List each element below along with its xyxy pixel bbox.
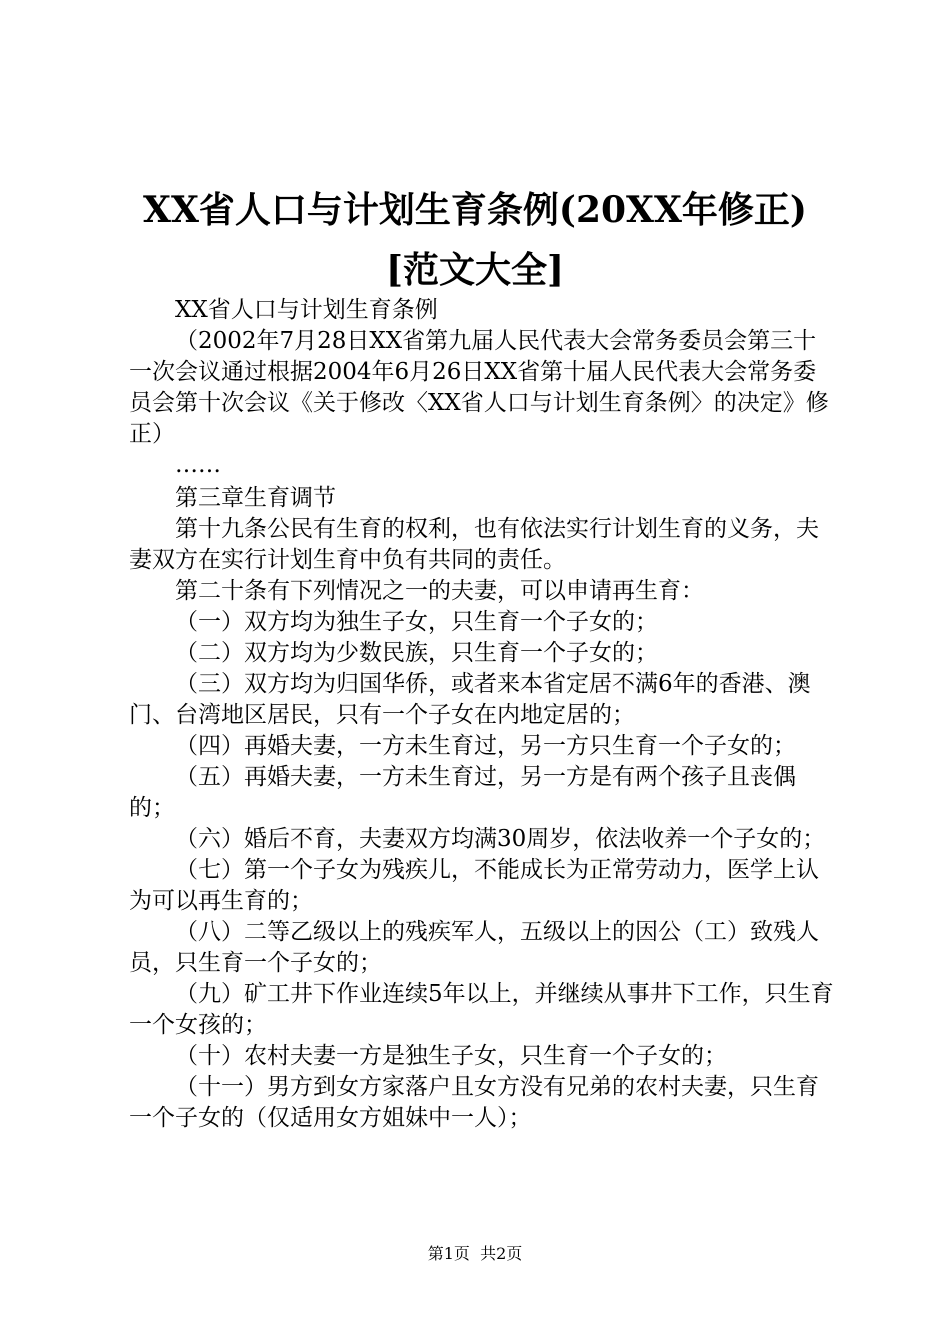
clause-2: （二）双方均为少数民族，只生育一个子女的； xyxy=(175,640,658,666)
chapter-heading: 第三章生育调节 xyxy=(175,485,336,511)
paragraph-adoption-note: （2002年7月28日XX省第九届人民代表大会常务委员会第三十一次会议通过根据2004年6月26日XX省第十届人民代表大会常务委员会第十次会议《关于修改〈XX省人口与计划生育条例〉的决定》修正） xyxy=(129,328,829,447)
clause-9: （九）矿工井下作业连续5年以上，并继续从事井下工作，只生育一个女孩的； xyxy=(129,981,834,1038)
document-body xyxy=(129,295,835,1134)
clause-7: （七）第一个子女为残疾儿，不能成长为正常劳动力，医学上认为可以再生育的； xyxy=(129,857,819,914)
paragraph-ellipsis: …… xyxy=(175,452,221,478)
clause-10: （十）农村夫妻一方是独生子女，只生育一个子女的； xyxy=(175,1043,727,1069)
article-19: 第十九条公民有生育的权利，也有依法实行计划生育的义务，夫妻双方在实行计划生育中负有共同的责任。 xyxy=(129,516,819,573)
footer-spacer xyxy=(470,1244,480,1263)
clause-1: （一）双方均为独生子女，只生育一个子女的； xyxy=(175,609,658,635)
clause-8: （八）二等乙级以上的残疾军人，五级以上的因公（工）致残人员，只生育一个子女的； xyxy=(129,919,819,976)
clause-3: （三）双方均为归国华侨，或者来本省定居不满6年的香港、澳门、台湾地区居民，只有一个子女在内地定居的； xyxy=(129,671,811,728)
page-footer xyxy=(0,1243,950,1265)
clause-6: （六）婚后不育，夫妻双方均满30周岁，依法收养一个子女的； xyxy=(175,826,826,852)
page-number: 第1页 xyxy=(427,1244,470,1263)
document-title: XX省人口与计划生育条例(20XX年修正)[范文大全] xyxy=(143,189,807,291)
paragraph-regulation-name: XX省人口与计划生育条例 xyxy=(175,297,438,323)
clause-11: （十一）男方到女方家落户且女方没有兄弟的农村夫妻，只生育一个子女的（仅适用女方姐妹中一人）； xyxy=(129,1074,819,1131)
page-total: 共2页 xyxy=(480,1244,523,1263)
clause-4: （四）再婚夫妻，一方未生育过，另一方只生育一个子女的； xyxy=(175,733,796,759)
article-20: 第二十条有下列情况之一的夫妻，可以申请再生育： xyxy=(175,578,704,604)
clause-5: （五）再婚夫妻，一方未生育过，另一方是有两个孩子且丧偶的； xyxy=(129,764,796,821)
